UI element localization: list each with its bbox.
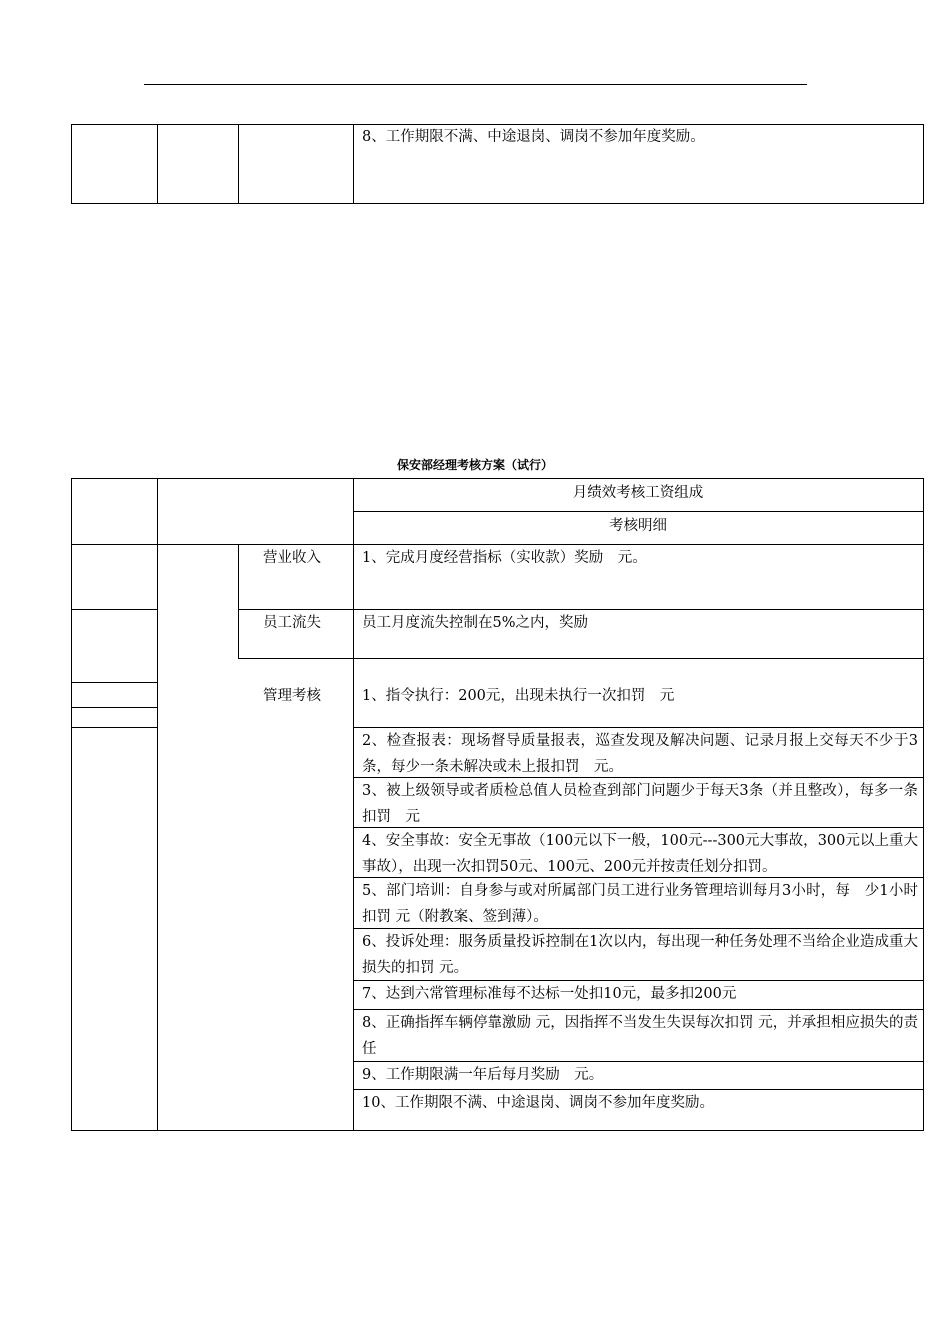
- item-management-6: 6、投诉处理：服务质量投诉控制在1次以内，每出现一种任务处理不当给企业造成重大损失的扣罚 元。: [362, 934, 918, 976]
- main-table-col-line: [353, 478, 354, 1130]
- main-table-col-line: [238, 544, 239, 659]
- col1-row-line: [71, 707, 157, 708]
- item-management-4: 4、安全事故：安全无事故（100元以下一般，100元---300元大事故，300元以上重大事故），出现一次扣罚50元、100元、200元并按责任划分扣罚。: [362, 833, 918, 875]
- category-turnover: 员工流失: [263, 615, 321, 631]
- main-table-border-bottom: [71, 1130, 924, 1131]
- item-management-5: 5、部门培训：自身参与或对所属部门员工进行业务管理培训每月3小时，每 少1小时扣罚 元（附教案、签到薄）。: [362, 883, 918, 925]
- item-management-9: 9、工作期限满一年后每月奖励 元。: [362, 1067, 604, 1083]
- header-sub: 考核明细: [609, 518, 667, 534]
- item-turnover-1: 员工月度流失控制在5%之内，奖励: [362, 615, 589, 631]
- category-revenue: 营业收入: [263, 550, 321, 566]
- main-table-border-top: [71, 478, 924, 479]
- page-title: 保安部经理考核方案（试行）: [396, 458, 553, 472]
- top-table-col-line: [71, 124, 72, 203]
- row-line: [238, 658, 924, 659]
- main-table-col-line: [157, 478, 158, 1130]
- top-table-col-line: [238, 124, 239, 203]
- main-table-col-line: [71, 478, 72, 1130]
- col1-row-line: [71, 727, 157, 728]
- top-table-col-line: [923, 124, 924, 203]
- header-rule: [144, 84, 807, 85]
- top-table-note: 8、工作期限不满、中途退岗、调岗不参加年度奖励。: [362, 129, 705, 145]
- item-management-3: 3、被上级领导或者质检总值人员检查到部门问题少于每天3条（并且整改），每多一条扣罚 元: [362, 783, 918, 825]
- main-table-col-line: [923, 478, 924, 1130]
- col1-row-line: [71, 609, 157, 610]
- header-divider: [353, 511, 924, 512]
- header-main: 月绩效考核工资组成: [572, 485, 704, 501]
- item-management-10: 10、工作期限不满、中途退岗、调岗不参加年度奖励。: [362, 1095, 714, 1111]
- item-management-7: 7、达到六常管理标准每不达标一处扣10元，最多扣200元: [362, 986, 737, 1002]
- top-table-col-line: [157, 124, 158, 203]
- col1-row-line: [71, 682, 157, 683]
- item-management-2: 2、检查报表：现场督导质量报表，巡查发现及解决问题、记录月报上交每天不少于3条，每少一条未解决或未上报扣罚 元。: [362, 733, 918, 775]
- category-management: 管理考核: [263, 688, 321, 704]
- item-management-1: 1、指令执行：200元，出现未执行一次扣罚 元: [362, 688, 675, 704]
- item-management-8: 8、正确指挥车辆停靠激励 元，因指挥不当发生失误每次扣罚 元，并承担相应损失的责任: [362, 1015, 918, 1057]
- top-table-border-bottom: [71, 203, 924, 204]
- item-revenue-1: 1、完成月度经营指标（实收款）奖励 元。: [362, 550, 647, 566]
- top-table-col-line: [353, 124, 354, 203]
